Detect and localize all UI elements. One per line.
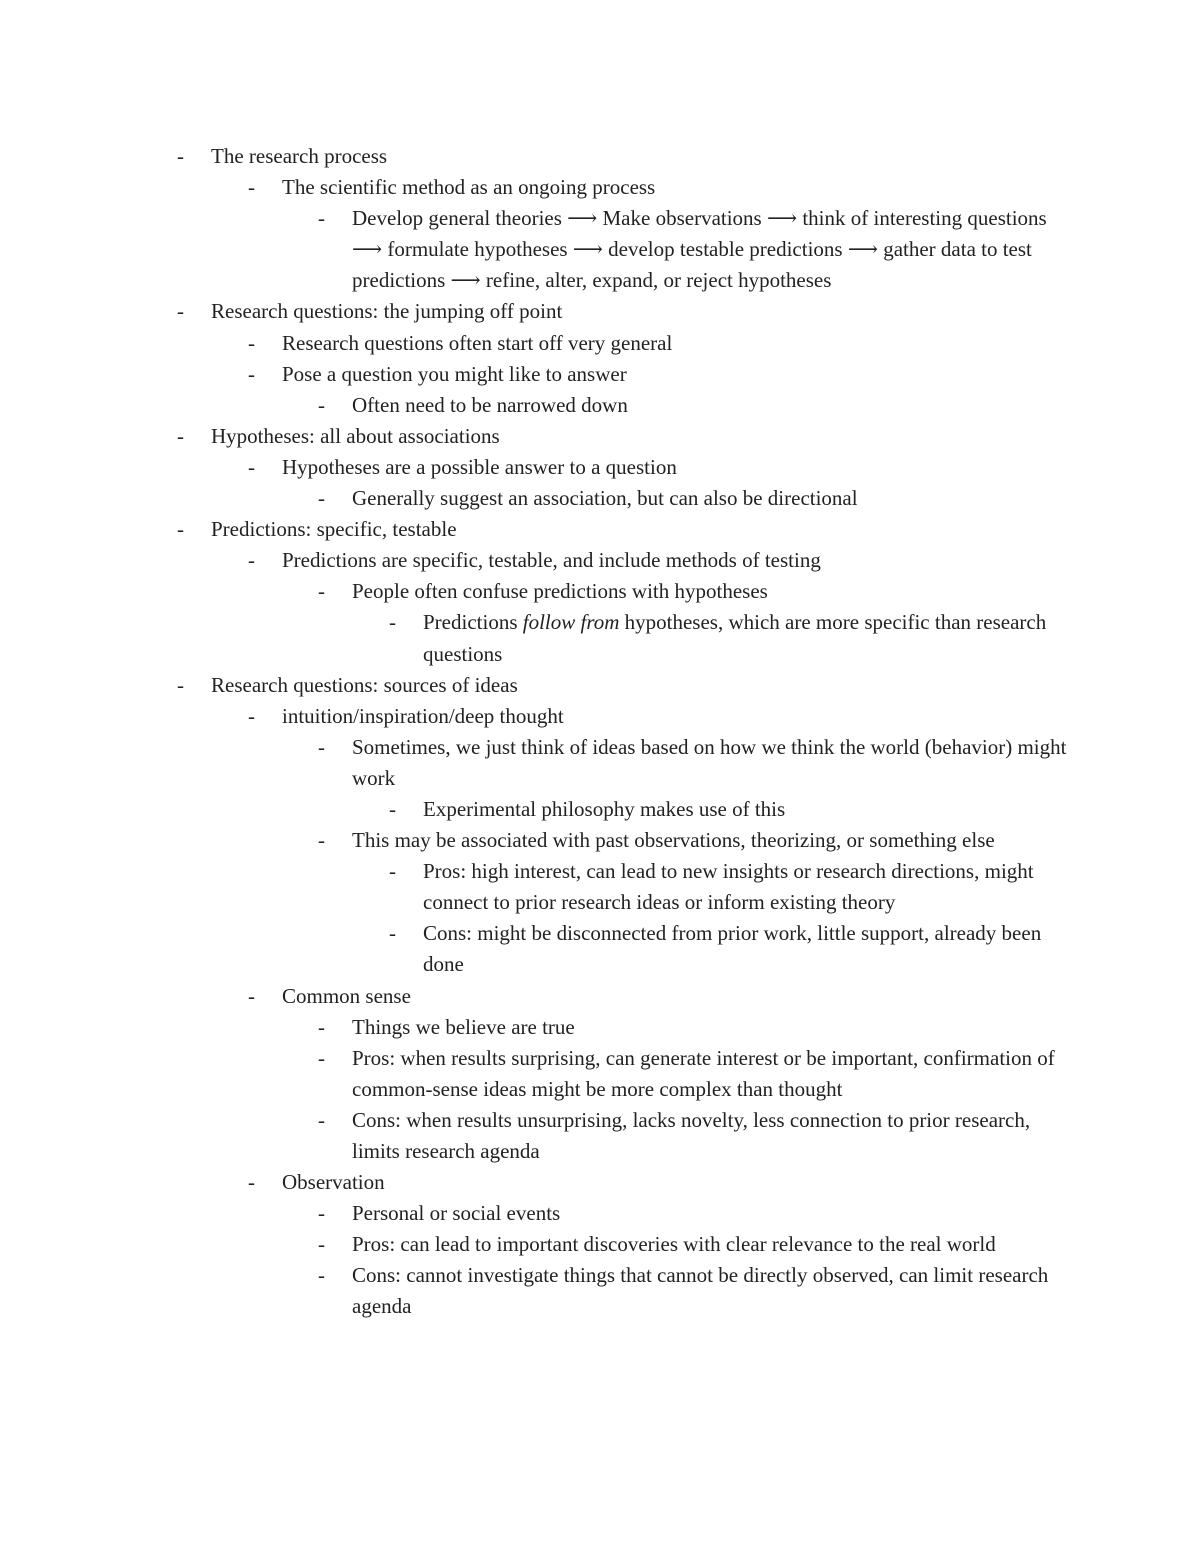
outline-item-text: Common sense bbox=[282, 983, 411, 1008]
outline-item-text: This may be associated with past observations, theorizing, or something else bbox=[352, 828, 995, 853]
bullet-dash: - bbox=[177, 672, 184, 697]
outline-item-text: Pros: high interest, can lead to new insights or research directions, might connect to prior research ideas or inform existing theory bbox=[423, 859, 1034, 915]
outline-item-text: Research questions: sources of ideas bbox=[211, 672, 518, 697]
outline-item-level-2 bbox=[318, 1043, 1072, 1105]
bullet-dash: - bbox=[389, 921, 396, 946]
bullet-dash: - bbox=[248, 454, 255, 479]
bullet-dash: - bbox=[318, 486, 325, 511]
bullet-dash: - bbox=[318, 579, 325, 604]
outline-item-text: Research questions: the jumping off point bbox=[211, 299, 563, 324]
bullet-dash: - bbox=[177, 517, 184, 542]
outline-item-level-0 bbox=[177, 421, 1071, 452]
outline-item-text: Experimental philosophy makes use of this bbox=[423, 796, 786, 821]
outline-item-text: Cons: cannot investigate things that cannot be directly observed, can limit research agenda bbox=[352, 1263, 1049, 1319]
bullet-dash: - bbox=[248, 1170, 255, 1195]
bullet-dash: - bbox=[389, 859, 396, 884]
outline-item-level-2 bbox=[318, 390, 1072, 421]
bullet-dash: - bbox=[318, 734, 325, 759]
outline-item-text: People often confuse predictions with hypotheses bbox=[352, 579, 768, 604]
outline-item-level-1 bbox=[248, 328, 1072, 359]
bullet-dash: - bbox=[318, 1045, 325, 1070]
outline-item-level-2 bbox=[318, 825, 1072, 856]
outline-item-text: Observation bbox=[282, 1170, 385, 1195]
outline-item-text: Predictions are specific, testable, and include methods of testing bbox=[282, 548, 821, 573]
outline-item-text: The research process bbox=[211, 144, 388, 168]
outline-item-level-2 bbox=[318, 576, 1072, 607]
bullet-dash: - bbox=[389, 610, 396, 635]
outline-item-text: Cons: when results unsurprising, lacks novelty, less connection to prior research, limits research agenda bbox=[352, 1107, 1031, 1163]
bullet-dash: - bbox=[248, 983, 255, 1008]
outline-item-level-2 bbox=[318, 1198, 1072, 1229]
bullet-dash: - bbox=[389, 796, 396, 821]
outline-item-level-1 bbox=[248, 172, 1072, 203]
bullet-dash: - bbox=[318, 392, 325, 417]
bullet-dash: - bbox=[248, 175, 255, 200]
outline-item-text: Research questions often start off very general bbox=[282, 330, 673, 355]
outline-item-level-2 bbox=[318, 483, 1072, 514]
bullet-dash: - bbox=[318, 1263, 325, 1288]
outline-item-level-2 bbox=[318, 1229, 1072, 1260]
outline-item-level-1 bbox=[248, 1167, 1072, 1198]
outline-item-level-1 bbox=[248, 545, 1072, 576]
outline-item-level-2 bbox=[318, 1012, 1072, 1043]
outline-item-level-1 bbox=[248, 981, 1072, 1012]
outline-item-text: Develop general theories ⟶ Make observations ⟶ think of interesting questions ⟶ formulate hypotheses ⟶ develop testable predictions ⟶ gather data to test predictions ⟶ refine, alter, expand, or reject hypotheses bbox=[352, 206, 1047, 293]
outline-item-level-2 bbox=[318, 732, 1072, 794]
outline-item-text: Things we believe are true bbox=[352, 1014, 575, 1039]
outline-item-text: Pros: can lead to important discoveries with clear relevance to the real world bbox=[352, 1232, 996, 1257]
outline-item-text: Generally suggest an association, but can also be directional bbox=[352, 486, 858, 511]
outline-item-level-0 bbox=[177, 296, 1071, 327]
outline-item-level-2 bbox=[318, 1260, 1072, 1322]
bullet-dash: - bbox=[177, 299, 184, 324]
outline-item-text: intuition/inspiration/deep thought bbox=[282, 703, 564, 728]
outline-item-text: Pros: when results surprising, can generate interest or be important, confirmation of common-sense ideas might be more complex than thought bbox=[352, 1045, 1055, 1101]
outline-item-text: Personal or social events bbox=[352, 1201, 561, 1226]
bullet-dash: - bbox=[318, 1201, 325, 1226]
bullet-dash: - bbox=[248, 548, 255, 573]
bullet-dash: - bbox=[248, 330, 255, 355]
outline-item-text: Cons: might be disconnected from prior work, little support, already been done bbox=[423, 921, 1042, 977]
notes-outline bbox=[0, 141, 1200, 1323]
outline-item-text: Pose a question you might like to answer bbox=[282, 361, 627, 386]
outline-item-text: hypotheses, which are more specific than research questions bbox=[423, 610, 1047, 666]
bullet-dash: - bbox=[318, 828, 325, 853]
outline-item-level-1 bbox=[248, 701, 1072, 732]
bullet-dash: - bbox=[248, 703, 255, 728]
outline-item-text: Hypotheses: all about associations bbox=[211, 423, 500, 448]
outline-item-level-1 bbox=[248, 452, 1072, 483]
bullet-dash: - bbox=[248, 361, 255, 386]
outline-item-level-3 bbox=[389, 856, 1073, 918]
outline-item-level-3 bbox=[389, 794, 1073, 825]
bullet-dash: - bbox=[318, 1107, 325, 1132]
outline-item-level-0 bbox=[177, 141, 1071, 172]
bullet-dash: - bbox=[318, 1014, 325, 1039]
bullet-dash: - bbox=[177, 144, 184, 168]
bullet-dash: - bbox=[318, 206, 325, 231]
outline-item-level-2 bbox=[318, 203, 1072, 296]
outline-item-level-3 bbox=[389, 607, 1073, 669]
bullet-dash: - bbox=[177, 423, 184, 448]
outline-item-text: Predictions: specific, testable bbox=[211, 517, 457, 542]
outline-item-level-3 bbox=[389, 918, 1073, 980]
bullet-dash: - bbox=[318, 1232, 325, 1257]
outline-item-level-2 bbox=[318, 1105, 1072, 1167]
outline-item-emphasis: follow from bbox=[522, 610, 620, 635]
outline-item-level-0 bbox=[177, 514, 1071, 545]
outline-item-text: Often need to be narrowed down bbox=[352, 392, 628, 417]
outline-item-text: Hypotheses are a possible answer to a question bbox=[282, 454, 677, 479]
outline-item-text: The scientific method as an ongoing process bbox=[282, 175, 656, 200]
outline-item-text: Sometimes, we just think of ideas based on how we think the world (behavior) might work bbox=[352, 734, 1067, 790]
outline-item-level-0 bbox=[177, 670, 1071, 701]
outline-item-text: Predictions bbox=[423, 610, 523, 635]
outline-item-level-1 bbox=[248, 359, 1072, 390]
